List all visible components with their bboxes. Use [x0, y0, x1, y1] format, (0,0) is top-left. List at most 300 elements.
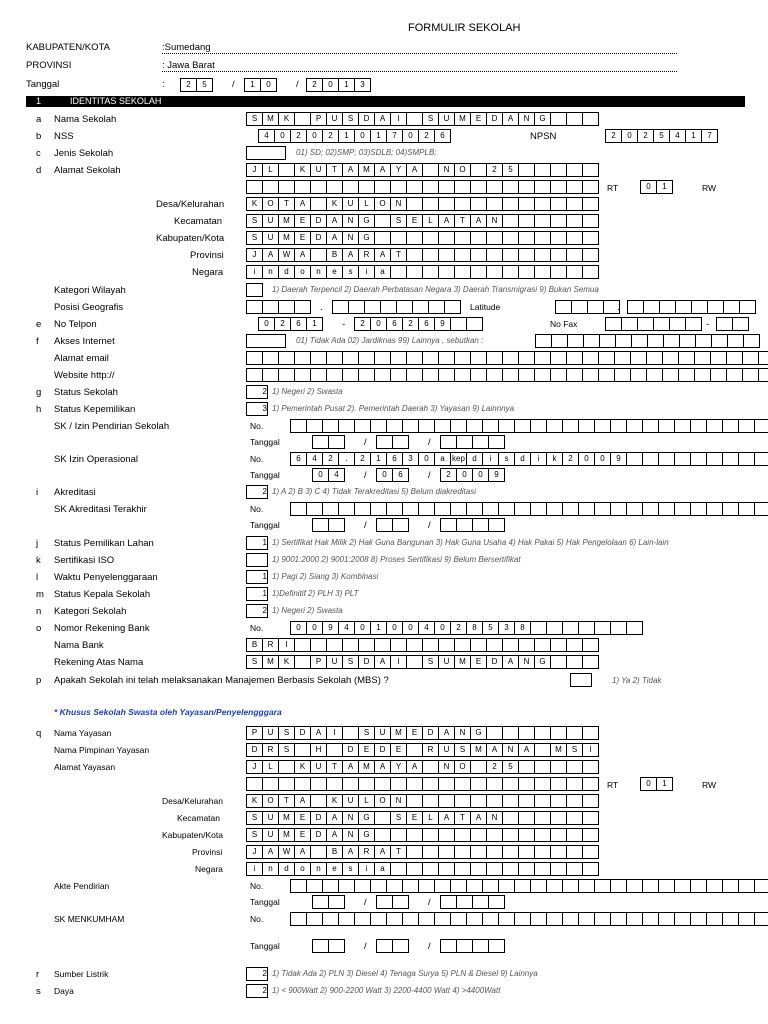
char-box[interactable]: B	[246, 638, 263, 652]
char-box[interactable]	[358, 368, 375, 382]
char-box[interactable]: .	[338, 452, 355, 466]
rt-yayasan-boxes[interactable]	[640, 777, 672, 791]
char-box[interactable]	[422, 265, 439, 279]
char-box[interactable]	[534, 214, 551, 228]
email-boxes[interactable]	[246, 351, 768, 365]
char-box[interactable]: A	[502, 112, 519, 126]
char-box[interactable]	[422, 351, 439, 365]
char-box[interactable]	[422, 845, 439, 859]
char-box[interactable]	[390, 351, 407, 365]
char-box[interactable]: 4	[669, 129, 686, 143]
char-box[interactable]: 4	[328, 468, 345, 482]
char-box[interactable]: T	[326, 163, 343, 177]
char-box[interactable]	[406, 231, 423, 245]
char-box[interactable]	[438, 248, 455, 262]
char-box[interactable]	[502, 828, 519, 842]
char-box[interactable]	[406, 351, 423, 365]
char-box[interactable]	[685, 317, 702, 331]
char-box[interactable]	[530, 879, 547, 893]
char-box[interactable]: N	[390, 794, 407, 808]
char-box[interactable]	[550, 163, 567, 177]
char-box[interactable]	[470, 180, 487, 194]
char-box[interactable]: 4	[418, 621, 435, 635]
char-box[interactable]	[534, 351, 551, 365]
char-box[interactable]: n	[262, 265, 279, 279]
char-box[interactable]	[518, 163, 535, 177]
char-box[interactable]	[278, 368, 295, 382]
pimpinan-yayasan-boxes[interactable]	[246, 743, 598, 757]
char-box[interactable]	[658, 879, 675, 893]
rt-boxes[interactable]	[640, 180, 672, 194]
nama-bank-boxes[interactable]	[246, 638, 598, 652]
char-box[interactable]	[392, 939, 409, 953]
char-box[interactable]	[278, 180, 295, 194]
char-box[interactable]: A	[406, 163, 423, 177]
char-box[interactable]	[534, 163, 551, 177]
char-box[interactable]: A	[326, 811, 343, 825]
char-box[interactable]	[488, 518, 505, 532]
char-box[interactable]	[328, 895, 345, 909]
daya-box[interactable]: 2	[246, 984, 267, 998]
char-box[interactable]	[534, 794, 551, 808]
char-box[interactable]	[743, 334, 760, 348]
char-box[interactable]	[550, 811, 567, 825]
char-box[interactable]: 7	[386, 129, 403, 143]
tanggal-year-boxes[interactable]	[306, 78, 370, 92]
char-box[interactable]	[518, 638, 535, 652]
char-box[interactable]	[566, 794, 583, 808]
char-box[interactable]: U	[438, 743, 455, 757]
char-box[interactable]: S	[342, 112, 359, 126]
char-box[interactable]	[374, 638, 391, 652]
char-box[interactable]: U	[326, 655, 343, 669]
char-box[interactable]: P	[310, 655, 327, 669]
char-box[interactable]: 0	[418, 452, 435, 466]
char-box[interactable]: 0	[306, 129, 323, 143]
char-box[interactable]	[392, 435, 409, 449]
char-box[interactable]: 1	[370, 621, 387, 635]
char-box[interactable]	[450, 317, 467, 331]
char-box[interactable]	[626, 419, 643, 433]
char-box[interactable]: A	[294, 794, 311, 808]
char-box[interactable]	[562, 502, 579, 516]
char-box[interactable]: I	[390, 655, 407, 669]
char-box[interactable]: U	[310, 163, 327, 177]
char-box[interactable]	[440, 939, 457, 953]
char-box[interactable]	[440, 435, 457, 449]
char-box[interactable]: 6	[386, 452, 403, 466]
char-box[interactable]	[610, 912, 627, 926]
sertifikasi-iso-box[interactable]	[246, 553, 267, 567]
char-box[interactable]	[246, 368, 263, 382]
char-box[interactable]	[691, 300, 708, 314]
char-box[interactable]: s	[342, 265, 359, 279]
char-box[interactable]	[322, 502, 339, 516]
char-box[interactable]	[534, 845, 551, 859]
char-box[interactable]: n	[310, 265, 327, 279]
char-box[interactable]	[402, 502, 419, 516]
char-box[interactable]: D	[486, 112, 503, 126]
char-box[interactable]	[534, 726, 551, 740]
char-box[interactable]	[470, 351, 487, 365]
char-box[interactable]	[470, 197, 487, 211]
char-box[interactable]: 0	[402, 129, 419, 143]
char-box[interactable]	[342, 180, 359, 194]
char-box[interactable]: M	[278, 214, 295, 228]
char-box[interactable]	[518, 828, 535, 842]
char-box[interactable]	[566, 248, 583, 262]
char-box[interactable]	[739, 300, 756, 314]
char-box[interactable]	[338, 419, 355, 433]
char-box[interactable]: M	[262, 655, 279, 669]
tanggal-month-boxes[interactable]	[244, 78, 276, 92]
char-box[interactable]	[438, 777, 455, 791]
char-box[interactable]	[550, 180, 567, 194]
char-box[interactable]	[370, 419, 387, 433]
char-box[interactable]: T	[390, 845, 407, 859]
char-box[interactable]	[534, 197, 551, 211]
char-box[interactable]: Y	[390, 760, 407, 774]
char-box[interactable]	[406, 368, 423, 382]
char-box[interactable]	[482, 419, 499, 433]
char-box[interactable]: 5	[502, 760, 519, 774]
char-box[interactable]: 1	[370, 452, 387, 466]
nss-boxes[interactable]	[258, 129, 450, 143]
char-box[interactable]	[290, 879, 307, 893]
char-box[interactable]: S	[454, 743, 471, 757]
char-box[interactable]	[354, 879, 371, 893]
char-box[interactable]	[466, 912, 483, 926]
char-box[interactable]	[535, 334, 552, 348]
char-box[interactable]	[555, 300, 572, 314]
negara-yayasan-boxes[interactable]	[246, 862, 598, 876]
char-box[interactable]	[454, 862, 471, 876]
char-box[interactable]: N	[502, 743, 519, 757]
char-box[interactable]: 3	[402, 452, 419, 466]
char-box[interactable]: 7	[701, 129, 718, 143]
char-box[interactable]	[546, 912, 563, 926]
char-box[interactable]	[518, 197, 535, 211]
char-box[interactable]: A	[342, 760, 359, 774]
char-box[interactable]: 2	[440, 468, 457, 482]
latitude-boxes-a[interactable]	[555, 300, 619, 314]
char-box[interactable]	[518, 760, 535, 774]
char-box[interactable]	[438, 197, 455, 211]
char-box[interactable]	[310, 368, 327, 382]
char-box[interactable]	[354, 912, 371, 926]
char-box[interactable]	[294, 655, 311, 669]
char-box[interactable]: O	[262, 794, 279, 808]
char-box[interactable]: A	[310, 726, 327, 740]
posisi-boxes-a[interactable]	[246, 300, 310, 314]
char-box[interactable]: T	[390, 248, 407, 262]
char-box[interactable]	[647, 334, 664, 348]
char-box[interactable]	[614, 351, 631, 365]
char-box[interactable]	[582, 845, 599, 859]
akte-tgl-d[interactable]	[312, 895, 344, 909]
char-box[interactable]: A	[262, 248, 279, 262]
char-box[interactable]	[598, 368, 615, 382]
char-box[interactable]	[406, 845, 423, 859]
char-box[interactable]	[758, 368, 768, 382]
char-box[interactable]	[374, 828, 391, 842]
char-box[interactable]	[726, 351, 743, 365]
sk-izin-tgl-d[interactable]	[312, 435, 344, 449]
char-box[interactable]: R	[422, 743, 439, 757]
char-box[interactable]: A	[294, 197, 311, 211]
char-box[interactable]	[710, 368, 727, 382]
char-box[interactable]	[374, 231, 391, 245]
char-box[interactable]: K	[246, 794, 263, 808]
akses-lainnya-boxes[interactable]	[535, 334, 759, 348]
char-box[interactable]	[440, 895, 457, 909]
char-box[interactable]: 2	[322, 129, 339, 143]
char-box[interactable]	[454, 231, 471, 245]
char-box[interactable]: U	[438, 655, 455, 669]
char-box[interactable]: 0	[640, 180, 657, 194]
akte-tgl-m[interactable]	[376, 895, 408, 909]
char-box[interactable]	[406, 777, 423, 791]
menkumham-tgl-y[interactable]	[440, 939, 504, 953]
char-box[interactable]: U	[262, 231, 279, 245]
char-box[interactable]	[486, 794, 503, 808]
char-box[interactable]	[550, 726, 567, 740]
char-box[interactable]: I	[326, 726, 343, 740]
char-box[interactable]	[422, 197, 439, 211]
char-box[interactable]: 0	[621, 129, 638, 143]
char-box[interactable]	[422, 180, 439, 194]
char-box[interactable]: E	[470, 655, 487, 669]
char-box[interactable]	[322, 879, 339, 893]
char-box[interactable]: K	[278, 655, 295, 669]
char-box[interactable]	[470, 760, 487, 774]
char-box[interactable]: 1	[338, 78, 355, 92]
char-box[interactable]	[390, 777, 407, 791]
char-box[interactable]	[502, 862, 519, 876]
char-box[interactable]: L	[262, 163, 279, 177]
char-box[interactable]: M	[278, 231, 295, 245]
char-box[interactable]: 0	[312, 468, 329, 482]
char-box[interactable]	[422, 760, 439, 774]
char-box[interactable]	[374, 777, 391, 791]
char-box[interactable]	[326, 351, 343, 365]
char-box[interactable]: k	[546, 452, 563, 466]
char-box[interactable]	[626, 912, 643, 926]
char-box[interactable]: D	[486, 655, 503, 669]
char-box[interactable]: D	[342, 743, 359, 757]
char-box[interactable]	[754, 502, 768, 516]
char-box[interactable]	[342, 351, 359, 365]
char-box[interactable]	[706, 502, 723, 516]
char-box[interactable]	[390, 862, 407, 876]
char-box[interactable]	[742, 368, 759, 382]
char-box[interactable]	[658, 419, 675, 433]
alamat-yayasan-boxes-2[interactable]	[246, 777, 598, 791]
char-box[interactable]	[306, 419, 323, 433]
char-box[interactable]: 3	[354, 78, 371, 92]
char-box[interactable]: P	[310, 112, 327, 126]
char-box[interactable]	[566, 811, 583, 825]
char-box[interactable]	[370, 912, 387, 926]
char-box[interactable]	[738, 452, 755, 466]
char-box[interactable]	[662, 368, 679, 382]
char-box[interactable]	[637, 317, 654, 331]
provinsi-value[interactable]: : Jawa Barat	[162, 60, 677, 72]
char-box[interactable]	[438, 351, 455, 365]
char-box[interactable]: G	[534, 112, 551, 126]
char-box[interactable]: S	[422, 112, 439, 126]
char-box[interactable]	[723, 300, 740, 314]
char-box[interactable]	[412, 300, 429, 314]
alamat-boxes-2[interactable]	[246, 180, 598, 194]
char-box[interactable]	[470, 862, 487, 876]
char-box[interactable]	[376, 435, 393, 449]
char-box[interactable]: 2	[354, 452, 371, 466]
char-box[interactable]: 0	[354, 621, 371, 635]
char-box[interactable]: K	[326, 197, 343, 211]
char-box[interactable]: Y	[390, 163, 407, 177]
char-box[interactable]	[518, 351, 535, 365]
akses-internet-box[interactable]	[246, 334, 285, 348]
char-box[interactable]	[550, 351, 567, 365]
char-box[interactable]: e	[326, 862, 343, 876]
char-box[interactable]: N	[342, 811, 359, 825]
char-box[interactable]	[578, 621, 595, 635]
char-box[interactable]	[486, 197, 503, 211]
char-box[interactable]: 0	[376, 468, 393, 482]
char-box[interactable]	[583, 334, 600, 348]
char-box[interactable]	[262, 777, 279, 791]
char-box[interactable]	[534, 265, 551, 279]
char-box[interactable]	[754, 879, 768, 893]
char-box[interactable]	[738, 879, 755, 893]
char-box[interactable]: S	[390, 214, 407, 228]
char-box[interactable]	[642, 452, 659, 466]
char-box[interactable]: 6	[386, 317, 403, 331]
nama-yayasan-boxes[interactable]	[246, 726, 598, 740]
char-box[interactable]: A	[374, 112, 391, 126]
char-box[interactable]: I	[390, 112, 407, 126]
char-box[interactable]: K	[294, 163, 311, 177]
char-box[interactable]	[659, 300, 676, 314]
char-box[interactable]: 2	[274, 317, 291, 331]
char-box[interactable]	[486, 726, 503, 740]
char-box[interactable]	[470, 777, 487, 791]
char-box[interactable]	[726, 368, 743, 382]
char-box[interactable]	[550, 214, 567, 228]
char-box[interactable]: S	[246, 112, 263, 126]
char-box[interactable]	[550, 197, 567, 211]
char-box[interactable]: T	[326, 760, 343, 774]
char-box[interactable]	[546, 419, 563, 433]
char-box[interactable]: A	[294, 248, 311, 262]
akte-tgl-y[interactable]	[440, 895, 504, 909]
latitude-boxes-b[interactable]	[627, 300, 755, 314]
char-box[interactable]	[550, 845, 567, 859]
char-box[interactable]	[658, 912, 675, 926]
char-box[interactable]: L	[358, 197, 375, 211]
char-box[interactable]: 0	[434, 621, 451, 635]
char-box[interactable]: U	[262, 726, 279, 740]
char-box[interactable]	[610, 879, 627, 893]
char-box[interactable]	[534, 777, 551, 791]
char-box[interactable]	[348, 300, 365, 314]
char-box[interactable]	[402, 419, 419, 433]
char-box[interactable]: J	[246, 163, 263, 177]
char-box[interactable]: E	[294, 811, 311, 825]
char-box[interactable]	[530, 502, 547, 516]
char-box[interactable]: S	[246, 811, 263, 825]
char-box[interactable]	[422, 828, 439, 842]
char-box[interactable]: A	[470, 811, 487, 825]
char-box[interactable]: 5	[653, 129, 670, 143]
fax-area-boxes[interactable]	[605, 317, 701, 331]
char-box[interactable]: 0	[322, 78, 339, 92]
char-box[interactable]	[406, 794, 423, 808]
char-box[interactable]	[310, 638, 327, 652]
char-box[interactable]	[332, 300, 349, 314]
char-box[interactable]	[488, 435, 505, 449]
char-box[interactable]	[312, 518, 329, 532]
char-box[interactable]	[605, 317, 622, 331]
char-box[interactable]	[472, 895, 489, 909]
char-box[interactable]	[550, 368, 567, 382]
char-box[interactable]	[422, 794, 439, 808]
char-box[interactable]	[370, 879, 387, 893]
alamat-yayasan-boxes[interactable]	[246, 760, 598, 774]
char-box[interactable]: T	[278, 197, 295, 211]
char-box[interactable]	[326, 180, 343, 194]
char-box[interactable]: 0	[386, 621, 403, 635]
char-box[interactable]: R	[358, 248, 375, 262]
char-box[interactable]	[386, 879, 403, 893]
char-box[interactable]: 0	[456, 468, 473, 482]
kategori-sekolah-box[interactable]: 2	[246, 604, 267, 618]
char-box[interactable]	[727, 334, 744, 348]
char-box[interactable]	[582, 368, 599, 382]
char-box[interactable]: L	[422, 811, 439, 825]
char-box[interactable]	[306, 879, 323, 893]
char-box[interactable]	[364, 300, 381, 314]
char-box[interactable]: M	[358, 760, 375, 774]
char-box[interactable]: i	[482, 452, 499, 466]
char-box[interactable]	[278, 300, 295, 314]
char-box[interactable]	[386, 419, 403, 433]
char-box[interactable]	[582, 112, 599, 126]
char-box[interactable]: U	[342, 197, 359, 211]
char-box[interactable]	[562, 879, 579, 893]
char-box[interactable]: i	[358, 265, 375, 279]
char-box[interactable]: n	[262, 862, 279, 876]
char-box[interactable]	[550, 777, 567, 791]
char-box[interactable]: J	[246, 845, 263, 859]
char-box[interactable]	[534, 743, 551, 757]
char-box[interactable]	[642, 502, 659, 516]
char-box[interactable]	[594, 502, 611, 516]
char-box[interactable]	[470, 845, 487, 859]
char-box[interactable]: 2	[354, 317, 371, 331]
telpon-area-boxes[interactable]	[258, 317, 322, 331]
telpon-number-boxes[interactable]	[354, 317, 482, 331]
char-box[interactable]	[550, 231, 567, 245]
char-box[interactable]	[594, 912, 611, 926]
char-box[interactable]	[310, 794, 327, 808]
char-box[interactable]	[438, 794, 455, 808]
char-box[interactable]: U	[342, 794, 359, 808]
char-box[interactable]: kep	[450, 452, 467, 466]
char-box[interactable]: 0	[260, 78, 277, 92]
char-box[interactable]	[278, 760, 295, 774]
